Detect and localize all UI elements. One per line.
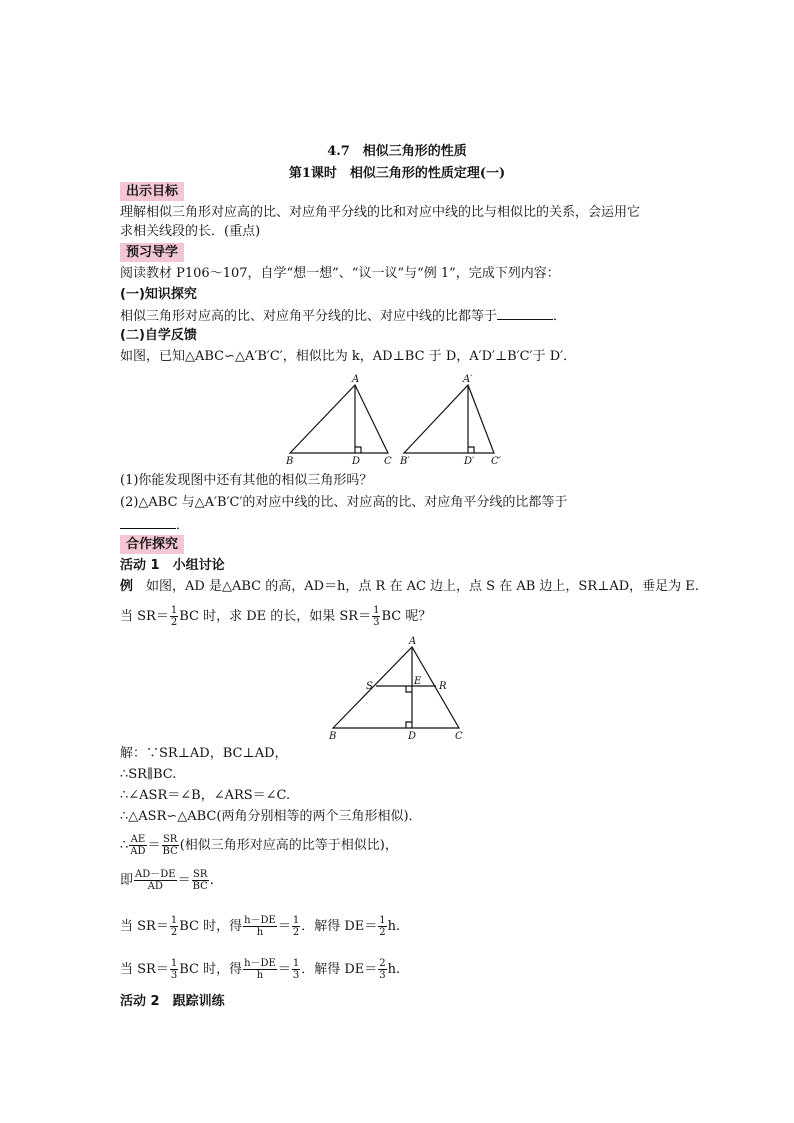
label-r: R <box>439 681 447 692</box>
part2-title: (二)自学反馈 <box>120 328 197 343</box>
solution-step-8: 当 SR＝ $\frac{1}{3}$ BC 时，得 $\frac{h-DE}{h}$ ＝ $\frac{1}{3}$ ．解得 DE＝ $\frac{2}{3}$ h. <box>120 958 401 981</box>
answer-blank[interactable] <box>497 307 553 320</box>
answer-blank[interactable] <box>120 516 176 529</box>
label-a: A <box>409 636 417 647</box>
label-c: C <box>455 731 463 742</box>
solution-step-1: 解：∵SR⊥AD，BC⊥AD， <box>120 746 288 761</box>
fraction-one-half: $\frac{1}{2}$ <box>379 915 386 938</box>
label-d: D <box>352 456 361 467</box>
part1-title: (一)知识探究 <box>120 287 197 302</box>
coop-badge: 合作探究 <box>120 535 184 554</box>
goals-line-1: 理解相似三角形对应高的比、对应角平分线的比和对应中线的比与相似比的关系，会运用它 <box>120 205 641 220</box>
preview-badge: 预习导学 <box>120 243 184 262</box>
right-angle-mark <box>406 722 412 728</box>
solution-step-2: ∴SR∥BC. <box>120 767 177 782</box>
fraction-one-third: $\frac{1}{3}$ <box>170 958 178 981</box>
similar-triangles-figure <box>280 370 520 470</box>
goals-line-2: 求相关线段的长．(重点) <box>120 224 261 239</box>
part1-text: 相似三角形对应高的比、对应角平分线的比、对应中线的比都等于 ． <box>120 309 567 324</box>
fraction-one-half: $\frac{1}{2}$ <box>292 915 300 938</box>
part2-text: 如图，已知△ABC∽△A′B′C′，相似比为 k，AD⊥BC 于 D，A′D′⊥B′C′于 D′． <box>120 349 577 364</box>
question-2: (2)△ABC 与△A′B′C′的对应中线的比、对应高的比、对应角平分线的比都等于 <box>120 495 568 510</box>
fraction-one-third: $\frac{1}{3}$ <box>373 605 380 628</box>
example-triangle-figure <box>325 635 475 745</box>
triangle-abc <box>290 385 388 453</box>
example-question: 当 SR＝ $\frac{1}{2}$ BC 时，求 DE 的长，如果 SR＝ $\frac{1}{3}$ BC 呢？ <box>120 605 432 628</box>
fraction-two-thirds: $\frac{2}{3}$ <box>379 958 386 981</box>
question-2-answer: ． <box>120 516 189 535</box>
activity-2-title: 活动 2 跟踪训练 <box>120 994 225 1009</box>
label-d-prime: D′ <box>464 456 475 467</box>
right-angle-mark <box>355 447 361 453</box>
right-angle-mark <box>468 447 474 453</box>
solution-step-7: 当 SR＝ $\frac{1}{2}$ BC 时，得 $\frac{h-DE}{h}$ ＝ $\frac{1}{2}$ ．解得 DE＝ $\frac{1}{2}$ h. <box>120 915 401 938</box>
triangle-a2b2c2 <box>404 385 494 453</box>
fraction-h-minus-de-over-h: $\frac{h-DE}{h}$ <box>244 915 276 938</box>
label-b-prime: B′ <box>400 456 410 467</box>
section-title: 4.7 相似三角形的性质 <box>327 144 467 159</box>
solution-step-4: ∴△ASR∽△ABC(两角分别相等的两个三角形相似)． <box>120 809 422 824</box>
right-angle-mark <box>406 686 412 692</box>
label-s: S <box>366 681 373 692</box>
preview-instruction: 阅读教材 P106～107，自学“想一想”、“议一议”与“例 1”，完成下列内容： <box>120 266 560 281</box>
lesson-title: 第1课时 相似三角形的性质定理(一) <box>288 166 506 181</box>
label-c-prime: C′ <box>491 456 501 467</box>
label-e: E <box>414 676 422 687</box>
solution-step-6: 即 $\frac{AD-DE}{AD}$ ＝ $\frac{SR}{BC}$ . <box>120 869 214 892</box>
fraction-sr-bc: $\frac{SR}{BC}$ <box>192 869 208 892</box>
label-a-prime: A′ <box>463 374 473 385</box>
solution-step-3: ∴∠ASR＝∠B，∠ARS＝∠C. <box>120 788 291 803</box>
fraction-one-third: $\frac{1}{3}$ <box>292 958 300 981</box>
example-text: 例 如图，AD 是△ABC 的高，AD＝h，点 R 在 AC 边上，点 S 在 AB 边上，SR⊥AD，垂足为 E. <box>120 579 699 594</box>
fraction-h-minus-de-over-h: $\frac{h-DE}{h}$ <box>244 958 276 981</box>
fraction-one-half: $\frac{1}{2}$ <box>170 915 178 938</box>
fraction-sr-bc: $\frac{SR}{BC}$ <box>162 834 178 857</box>
label-b: B <box>286 456 294 467</box>
fraction-ae-ad: $\frac{AE}{AD}$ <box>130 834 146 857</box>
activity-1-title: 活动 1 小组讨论 <box>120 558 225 573</box>
example-label: 例 <box>120 579 134 594</box>
label-d: D <box>408 731 417 742</box>
question-1: (1)你能发现图中还有其他的相似三角形吗？ <box>120 473 373 488</box>
label-c: C <box>384 456 392 467</box>
label-b: B <box>329 731 337 742</box>
fraction-one-half: $\frac{1}{2}$ <box>170 605 178 628</box>
goals-badge: 出示目标 <box>120 182 184 201</box>
label-a: A <box>352 374 360 385</box>
solution-step-5: ∴ $\frac{AE}{AD}$ ＝ $\frac{SR}{BC}$ (相似三角形对应高的比等于相似比)， <box>120 834 398 857</box>
fraction-ad-minus-de-over-ad: $\frac{AD-DE}{AD}$ <box>135 869 176 892</box>
